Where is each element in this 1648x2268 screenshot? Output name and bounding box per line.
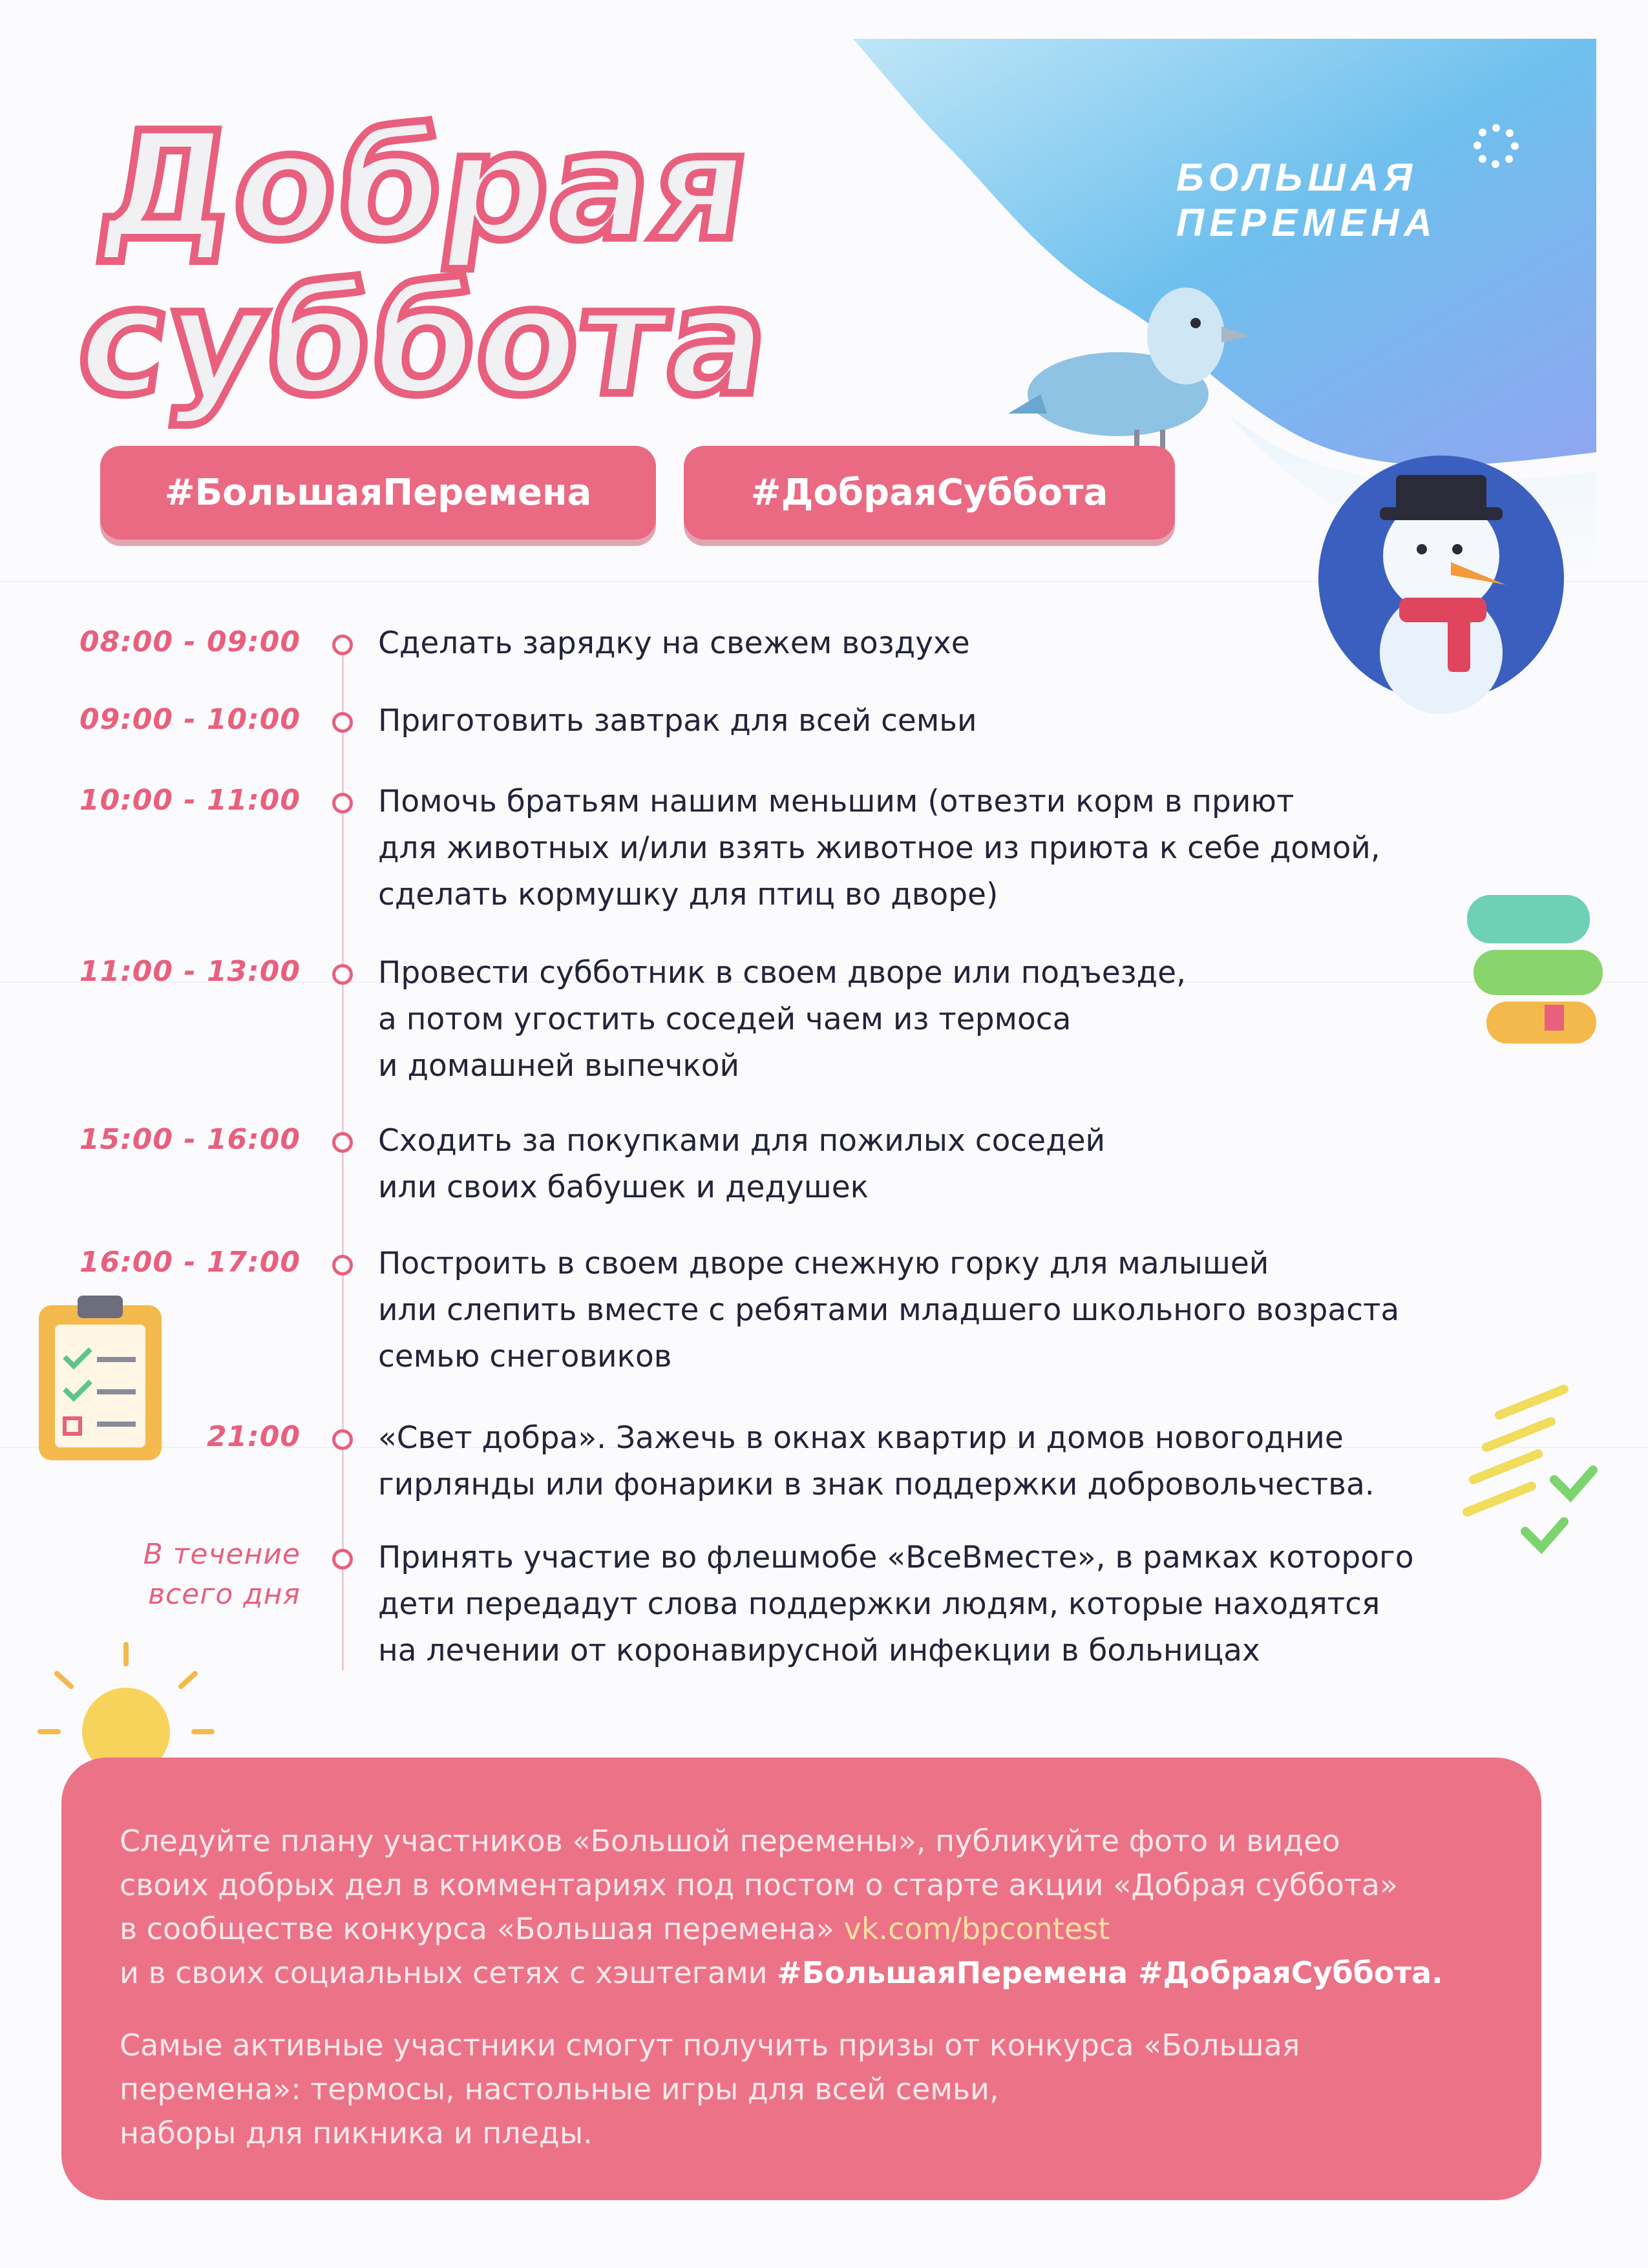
info-line: и в своих социальных сетях с хэштегами #БольшаяПеремена #ДобраяСуббота. (120, 1955, 1443, 1990)
timeline-line (342, 636, 344, 1670)
snowman-icon (1318, 456, 1564, 714)
schedule-time: 08:00 - 09:00 (79, 625, 301, 658)
schedule-time-all-day: В течение всего дня (143, 1538, 301, 1611)
schedule-task: Сделать зарядку на свежем воздухе (378, 625, 970, 661)
schedule-task: Сходить за покупками для пожилых соседей или своих бабушек и дедушек (378, 1123, 1106, 1205)
logo-text (1176, 155, 1512, 246)
schedule-task: Построить в своем дворе снежную горку для малышей или слепить вместе с ребятами младшего школьного возраста семью снеговиков (378, 1246, 1400, 1374)
info-line: Самые активные участники смогут получить призы от конкурса «Большая (120, 2028, 1300, 2063)
info-box-text (120, 1819, 1509, 2155)
schedule-time: 10:00 - 11:00 (79, 784, 301, 817)
title-line-1: Добрая (89, 101, 762, 273)
schedule-time: 21:00 (206, 1420, 301, 1453)
vk-link[interactable]: vk.com/bpcontest (843, 1911, 1110, 1946)
title-line-2: суббота (67, 256, 782, 428)
clipboard-icon (39, 1296, 162, 1460)
timeline-dot (332, 712, 353, 733)
schedule-time: 09:00 - 10:00 (79, 703, 301, 736)
logo-line-2: ПЕРЕМЕНА (1176, 201, 1437, 244)
schedule-time: 15:00 - 16:00 (79, 1123, 301, 1156)
schedule-task: Принять участие во флешмобе «ВсеВместе», в рамках которого дети передадут слова поддержки людям, которые находятся на лечении от коронавирусной инфекции в больницах (378, 1540, 1414, 1668)
page-title (67, 101, 920, 428)
timeline-dot (332, 793, 353, 814)
info-line: наборы для пикника и пледы. (120, 2116, 593, 2150)
timeline-dot (332, 964, 353, 985)
info-line: в сообществе конкурса «Большая перемена» vk.com/bpcontest (120, 1911, 1110, 1946)
timeline-dot (332, 1255, 353, 1276)
timeline-dot (332, 635, 353, 655)
info-line: Следуйте плану участников «Большой перемены», публикуйте фото и видео (120, 1823, 1340, 1858)
timeline-dot (332, 1549, 353, 1570)
confetti-icon (1467, 1389, 1593, 1548)
schedule-task: «Свет добра». Зажечь в окнах квартир и домов новогодние гирлянды или фонарики в знак поддержки добровольчества. (378, 1420, 1375, 1502)
schedule-task: Приготовить завтрак для всей семьи (378, 703, 977, 739)
hashtag-pill-dobraya-subbota: #ДобраяСуббота (684, 446, 1175, 540)
schedule-time: 16:00 - 17:00 (79, 1246, 301, 1279)
info-line: перемена»: термосы, настольные игры для всей семьи, (120, 2072, 999, 2106)
timeline-dot (332, 1429, 353, 1450)
info-line: своих добрых дел в комментариях под постом о старте акции «Добрая суббота» (120, 1867, 1398, 1902)
timeline-dot (332, 1132, 353, 1153)
schedule-task: Провести субботник в своем дворе или подъезде, а потом угостить соседей чаем из термоса и домашней выпечкой (378, 955, 1187, 1084)
schedule-time: 11:00 - 13:00 (79, 955, 301, 988)
hashtag-pill-bolshaya-peremena: #БольшаяПеремена (100, 446, 656, 540)
schedule-task: Помочь братьям нашим меньшим (отвезти корм в приют для животных и/или взять животное из приюта к себе домой, сделать кормушку для птиц во дворе) (378, 784, 1380, 912)
books-icon (1467, 895, 1603, 1044)
logo-line-1: БОЛЬШАЯ (1176, 156, 1418, 199)
info-hashtags: #БольшаяПеремена #ДобраяСуббота. (777, 1955, 1443, 1990)
